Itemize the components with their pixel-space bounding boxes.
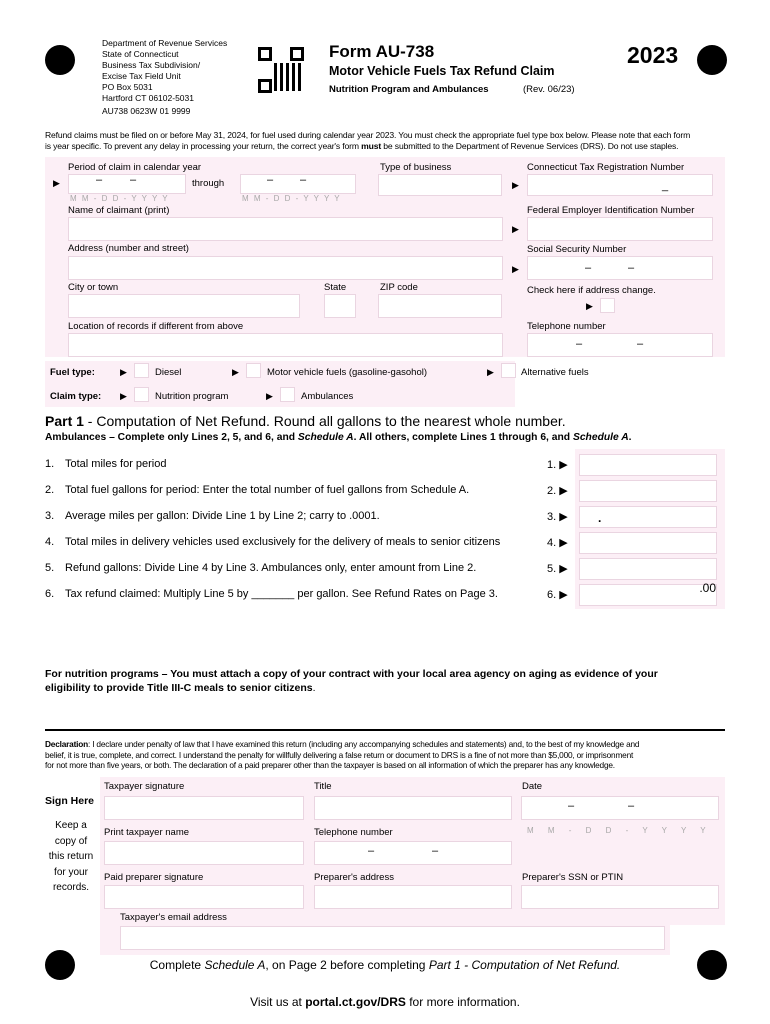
form-subtitle: Nutrition Program and Ambulances: [329, 84, 489, 95]
agency-line: Department of Revenue Services: [102, 38, 228, 48]
keep-line: copy of: [54, 835, 88, 847]
line-number: 5.: [45, 562, 55, 574]
preparer-signature-label: Paid preparer signature: [104, 872, 204, 883]
footer-emphasis: Part 1 - Computation of Net Refund.: [428, 958, 621, 972]
part1-title: [45, 413, 566, 429]
sign-telephone-field[interactable]: [314, 841, 512, 865]
declaration-line: belief, it is true, complete, and correct. I understand the penalty for willfully delivering a false return or document to DRS is a fine of not more than $5,000, or imprisonment: [45, 749, 634, 760]
preparer-address-field[interactable]: [314, 885, 512, 909]
date-separator: –: [96, 174, 103, 186]
line-number: 3.: [45, 510, 55, 522]
phone-separator: –: [576, 338, 583, 350]
preparer-signature-field[interactable]: [104, 885, 304, 909]
divider: [45, 729, 725, 731]
line-reference: 3. ▶: [547, 511, 568, 523]
ct-reg-field[interactable]: [527, 174, 713, 196]
nutrition-note: [45, 667, 658, 695]
agency-line: Hartford CT 06102-5031: [102, 93, 194, 103]
keep-copy-note: [45, 818, 97, 896]
line-description: Total miles in delivery vehicles used exclusively for the delivery of meals to senior citizens: [65, 536, 501, 548]
date-field[interactable]: [521, 796, 719, 820]
line-amount-field[interactable]: [579, 454, 717, 476]
city-field[interactable]: [68, 294, 300, 318]
motor-vehicle-fuel-label: Motor vehicle fuels (gasoline-gasohol): [267, 367, 427, 378]
phone-separator: –: [432, 845, 439, 857]
arrow-icon: ▶: [512, 224, 519, 234]
intro-text-part: is year specific. To prevent any delay in processing your return, the correct year's form: [45, 141, 362, 151]
ambulances-label: Ambulances: [301, 391, 354, 402]
telephone-label: Telephone number: [314, 827, 393, 838]
footer-text: , on Page 2 before completing: [265, 958, 429, 972]
form-number: Form AU-738: [329, 42, 435, 61]
nutrition-program-checkbox[interactable]: [134, 387, 149, 402]
reg-separator: _: [662, 180, 669, 192]
declaration-heading: Declaration: [45, 739, 88, 749]
intro-line: [45, 141, 735, 152]
registration-mark: [697, 45, 727, 75]
nutrition-note-line: For nutrition programs – You must attach a copy of your contract with your local area agency on aging as evidence of your: [45, 668, 658, 680]
address-label: Address (number and street): [68, 243, 189, 254]
nutrition-note-text: eligibility to provide Title III-C meals to senior citizens: [45, 682, 313, 694]
line-reference: 5. ▶: [547, 563, 568, 575]
phone-separator: –: [637, 338, 644, 350]
part1-title-bold: Part 1: [45, 413, 84, 429]
intro-emphasis: must: [361, 141, 382, 151]
date-label: Date: [522, 781, 543, 792]
line-number: 1.: [45, 458, 55, 470]
through-label: through: [192, 178, 225, 189]
fein-label: Federal Employer Identification Number: [527, 205, 695, 216]
line-amount-suffix: .00: [699, 581, 716, 595]
type-business-label: Type of business: [380, 162, 452, 173]
ambulances-checkbox[interactable]: [280, 387, 295, 402]
line-number: 6.: [45, 588, 55, 600]
instr-schedule: Schedule A: [572, 432, 629, 443]
intro-line: Refund claims must be filed on or before May 31, 2024, for fuel used during calendar year 2023. You must check the appropriate fuel type box below. Please note that each form: [45, 130, 691, 140]
date-separator: –: [300, 174, 307, 186]
arrow-icon: ▶: [266, 391, 273, 401]
phone-separator: –: [368, 845, 375, 857]
form-title: Motor Vehicle Fuels Tax Refund Claim: [329, 64, 555, 78]
claim-type-label: Claim type:: [50, 391, 102, 402]
type-business-field[interactable]: [378, 174, 502, 196]
agency-line: State of Connecticut: [102, 49, 179, 59]
date-hint: M M - D D - Y Y Y Y: [242, 194, 342, 203]
intro-text-part: be submitted to the Department of Revenue Services (DRS). Do not use staples.: [381, 141, 679, 151]
keep-line: this return: [48, 851, 94, 862]
footer-instruction: [0, 958, 770, 972]
print-name-label: Print taxpayer name: [104, 827, 190, 838]
zip-label: ZIP code: [380, 282, 418, 293]
keep-line: Keep a: [55, 820, 87, 831]
claimant-label: Name of claimant (print): [68, 205, 170, 216]
footer-text: Visit us at: [250, 995, 306, 1009]
diesel-label: Diesel: [155, 367, 182, 378]
line-reference: 6. ▶: [547, 589, 568, 601]
sign-here-label: Sign Here: [45, 795, 95, 807]
declaration-line: [45, 739, 735, 750]
arrow-icon: ▶: [512, 180, 519, 190]
line-amount-suffix: .: [598, 511, 602, 525]
line-amount-field[interactable]: [579, 581, 717, 606]
declaration: [45, 739, 735, 771]
nutrition-note-line: eligibility to provide Title III-C meals to senior citizens.: [45, 682, 316, 694]
instr-text: . All others, complete Lines 1 through 6, and: [353, 432, 573, 443]
nutrition-program-label: Nutrition program: [155, 391, 229, 402]
arrow-icon: ▶: [512, 264, 519, 274]
period-end-field[interactable]: [240, 174, 356, 194]
footer-text: Complete: [149, 958, 205, 972]
keep-line: records.: [52, 882, 90, 893]
footer-emphasis: Schedule A: [204, 958, 266, 972]
arrow-icon: ▶: [232, 367, 239, 377]
arrow-icon: ▶: [120, 391, 127, 401]
address-change-label: Check here if address change.: [527, 285, 656, 296]
arrow-icon: ▶: [53, 178, 60, 188]
website-link[interactable]: portal.ct.gov/DRS: [305, 995, 406, 1009]
form-revision: (Rev. 06/23): [523, 84, 575, 95]
agency-line: Excise Tax Field Unit: [102, 71, 181, 81]
ssn-field[interactable]: [527, 256, 713, 280]
motor-vehicle-fuel-checkbox[interactable]: [246, 363, 261, 378]
date-hint: M M - D D - Y Y Y Y: [527, 826, 712, 835]
telephone-field[interactable]: [527, 333, 713, 357]
agency-line: Business Tax Subdivision/: [102, 60, 201, 70]
line-amount-field[interactable]: [579, 506, 717, 528]
address-change-checkbox[interactable]: [600, 298, 615, 313]
qr-code-icon: [258, 47, 304, 93]
line-description: Refund gallons: Divide Line 4 by Line 3. Ambulances only, enter amount from Line 2.: [65, 562, 477, 574]
agency-line: PO Box 5031: [102, 82, 153, 92]
intro-text: [45, 130, 735, 152]
keep-line: for your: [54, 866, 88, 878]
declaration-text: : I declare under penalty of law that I have examined this return (including any accompanying schedules and statements) and, to the best of my knowledge and: [88, 739, 640, 749]
part1-instructions: [45, 432, 632, 443]
line-amount-field[interactable]: [579, 532, 717, 554]
line-reference: 4. ▶: [547, 537, 568, 549]
form-code: AU738 0623W 01 9999: [102, 106, 191, 116]
state-label: State: [324, 282, 347, 293]
fein-field[interactable]: [527, 217, 713, 241]
date-hint: M M - D D - Y Y Y Y: [70, 194, 170, 203]
period-label: Period of claim in calendar year: [68, 162, 202, 173]
telephone-label: Telephone number: [527, 321, 606, 332]
preparer-ssn-field[interactable]: [521, 885, 719, 909]
ssn-label: Social Security Number: [527, 244, 627, 255]
line-number: 4.: [45, 536, 55, 548]
taxpayer-signature-field[interactable]: [104, 796, 304, 820]
address-field[interactable]: [68, 256, 503, 280]
instr-text: .: [628, 432, 632, 443]
diesel-checkbox[interactable]: [134, 363, 149, 378]
line-description: Tax refund claimed: Multiply Line 5 by _______ per gallon. See Refund Rates on Page 3.: [65, 588, 498, 600]
date-separator: –: [130, 174, 137, 186]
footer-text: for more information.: [405, 995, 520, 1009]
date-separator: –: [568, 800, 575, 812]
arrow-icon: ▶: [487, 367, 494, 377]
ct-reg-label: Connecticut Tax Registration Number: [527, 162, 685, 173]
zip-field[interactable]: [378, 294, 502, 318]
alternative-fuel-label: Alternative fuels: [521, 367, 589, 378]
records-location-field[interactable]: [68, 333, 503, 357]
line-amount-field[interactable]: [579, 480, 717, 502]
claimant-name-field[interactable]: [68, 217, 503, 241]
arrow-icon: ▶: [586, 301, 593, 311]
date-separator: –: [628, 800, 635, 812]
email-field[interactable]: [120, 926, 665, 950]
date-separator: –: [267, 174, 274, 186]
taxpayer-signature-label: Taxpayer signature: [104, 781, 185, 792]
instr-schedule: Schedule A: [297, 432, 354, 443]
instr-text: Ambulances – Complete only Lines 2, 5, and 6, and: [45, 432, 298, 443]
registration-mark: [45, 45, 75, 75]
line-description: Average miles per gallon: Divide Line 1 by Line 2; carry to .0001.: [65, 510, 380, 522]
title-label: Title: [314, 781, 332, 792]
agency-address: [102, 38, 227, 117]
period-start-field[interactable]: [68, 174, 186, 194]
part1-title-text: - Computation of Net Refund. Round all gallons to the nearest whole number.: [83, 413, 566, 429]
city-label: City or town: [68, 282, 119, 293]
arrow-icon: ▶: [120, 367, 127, 377]
ssn-separator: –: [585, 262, 592, 274]
email-label: Taxpayer's email address: [120, 912, 227, 923]
line-description: Total fuel gallons for period: Enter the total number of fuel gallons from Schedule A.: [65, 484, 470, 496]
alternative-fuel-checkbox[interactable]: [501, 363, 516, 378]
preparer-address-label: Preparer's address: [314, 872, 394, 883]
line-description: Total miles for period: [65, 458, 167, 470]
state-field[interactable]: [324, 294, 356, 318]
tax-year: 2023: [627, 42, 679, 68]
line-number: 2.: [45, 484, 55, 496]
ssn-separator: –: [628, 262, 635, 274]
line-amount-field[interactable]: [579, 558, 717, 580]
footer-website: [0, 995, 770, 1009]
title-field[interactable]: [314, 796, 512, 820]
line-reference: 2. ▶: [547, 485, 568, 497]
fuel-type-label: Fuel type:: [50, 367, 95, 378]
declaration-line: for not more than five years, or both. The declaration of a paid preparer other than the taxpayer is based on all information of which the preparer has any knowledge.: [45, 760, 615, 770]
line-reference: 1. ▶: [547, 459, 568, 471]
records-location-label: Location of records if different from above: [68, 321, 244, 332]
preparer-ssn-label: Preparer's SSN or PTIN: [522, 872, 624, 883]
print-name-field[interactable]: [104, 841, 304, 865]
